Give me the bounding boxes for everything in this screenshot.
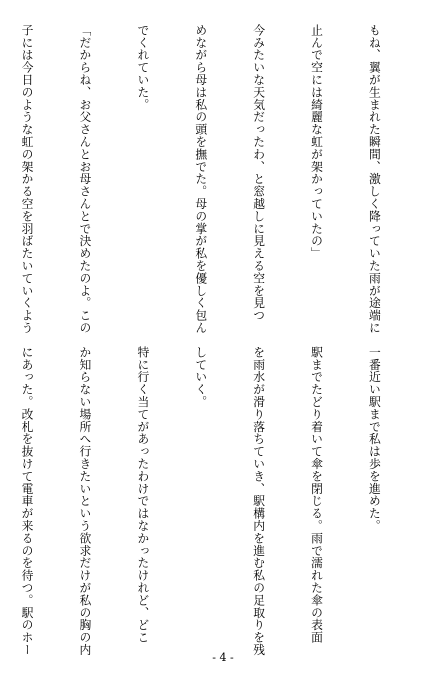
text-line: を雨水が滑り落ちていき、駅構内を進む私の足取りを残	[251, 346, 266, 656]
text-line: 止んで空には綺麗な虹が架かっていたの」	[309, 24, 324, 260]
text-line: か知らない場所へ行きたいという欲求だけが私の胸の内	[77, 346, 92, 656]
text-line: 子には今日のような虹の架かる空を羽ばたいていくよう	[20, 24, 35, 334]
text-line: もね、翼が生まれた瞬間、激しく降っていた雨が途端に	[367, 24, 382, 334]
text-line: にあった。改札を抜けて電車が来るのを待つ。駅のホー	[20, 346, 35, 656]
text-line: 駅までたどり着いて傘を閉じる。雨で濡れた傘の表面	[309, 346, 324, 644]
text-line: 今みたいな天気だったわ、と窓越しに見える空を見つ	[251, 24, 266, 322]
upper-text-block	[0, 24, 422, 334]
text-line: でくれていた。	[135, 24, 150, 111]
lower-text-block	[0, 346, 422, 656]
text-line: 特に行く当てがあったわけではなかったけれど、どこ	[135, 346, 150, 644]
text-line: めながら母は私の頭を撫でた。母の掌が私を優しく包ん	[193, 24, 208, 334]
text-line: していく。	[193, 346, 208, 408]
page-number: - 4 -	[212, 651, 234, 664]
text-line: 一番近い駅まで私は歩を進めた。	[367, 346, 382, 532]
text-line: 「だからね、お父さんとお母さんとで決めたのよ。この	[77, 24, 92, 334]
